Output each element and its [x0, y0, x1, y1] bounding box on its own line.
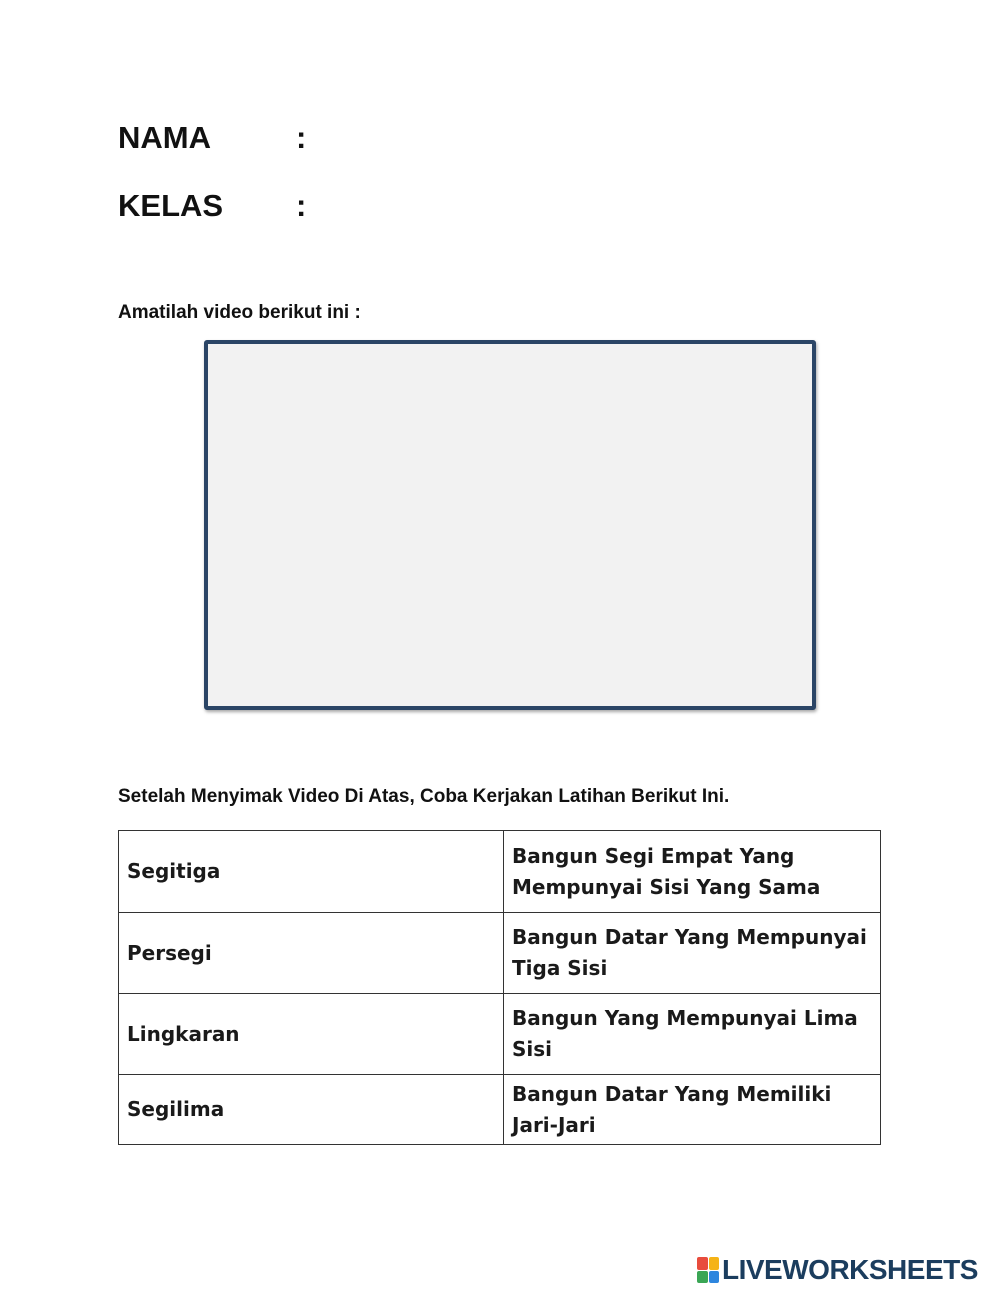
name-label: NAMA — [118, 120, 211, 155]
table-row — [119, 831, 881, 913]
class-field-row — [118, 188, 306, 224]
definition-cell[interactable]: Bangun Yang Mempunyai Lima Sisi — [504, 994, 881, 1075]
logo-blocks-icon — [697, 1257, 719, 1283]
definition-cell[interactable]: Bangun Datar Yang Memiliki Jari-Jari — [504, 1075, 881, 1145]
name-field-row — [118, 120, 306, 156]
definition-cell[interactable]: Bangun Datar Yang Mempunyai Tiga Sisi — [504, 913, 881, 994]
liveworksheets-logo — [697, 1254, 978, 1286]
class-label: KELAS — [118, 188, 224, 223]
table-row — [119, 1075, 881, 1145]
class-separator: : — [296, 188, 307, 223]
matching-table — [118, 830, 881, 1145]
term-cell[interactable]: Segitiga — [119, 831, 504, 913]
term-cell[interactable]: Segilima — [119, 1075, 504, 1145]
table-row — [119, 913, 881, 994]
table-row — [119, 994, 881, 1075]
term-cell[interactable]: Lingkaran — [119, 994, 504, 1075]
task-instruction: Setelah Menyimak Video Di Atas, Coba Kerjakan Latihan Berikut Ini. — [118, 786, 730, 807]
video-instruction: Amatilah video berikut ini : — [118, 302, 361, 323]
term-cell[interactable]: Persegi — [119, 913, 504, 994]
definition-cell[interactable]: Bangun Segi Empat Yang Mempunyai Sisi Yang Sama — [504, 831, 881, 913]
name-separator: : — [296, 120, 307, 155]
video-player[interactable] — [204, 340, 816, 710]
logo-text: LIVEWORKSHEETS — [722, 1254, 978, 1285]
